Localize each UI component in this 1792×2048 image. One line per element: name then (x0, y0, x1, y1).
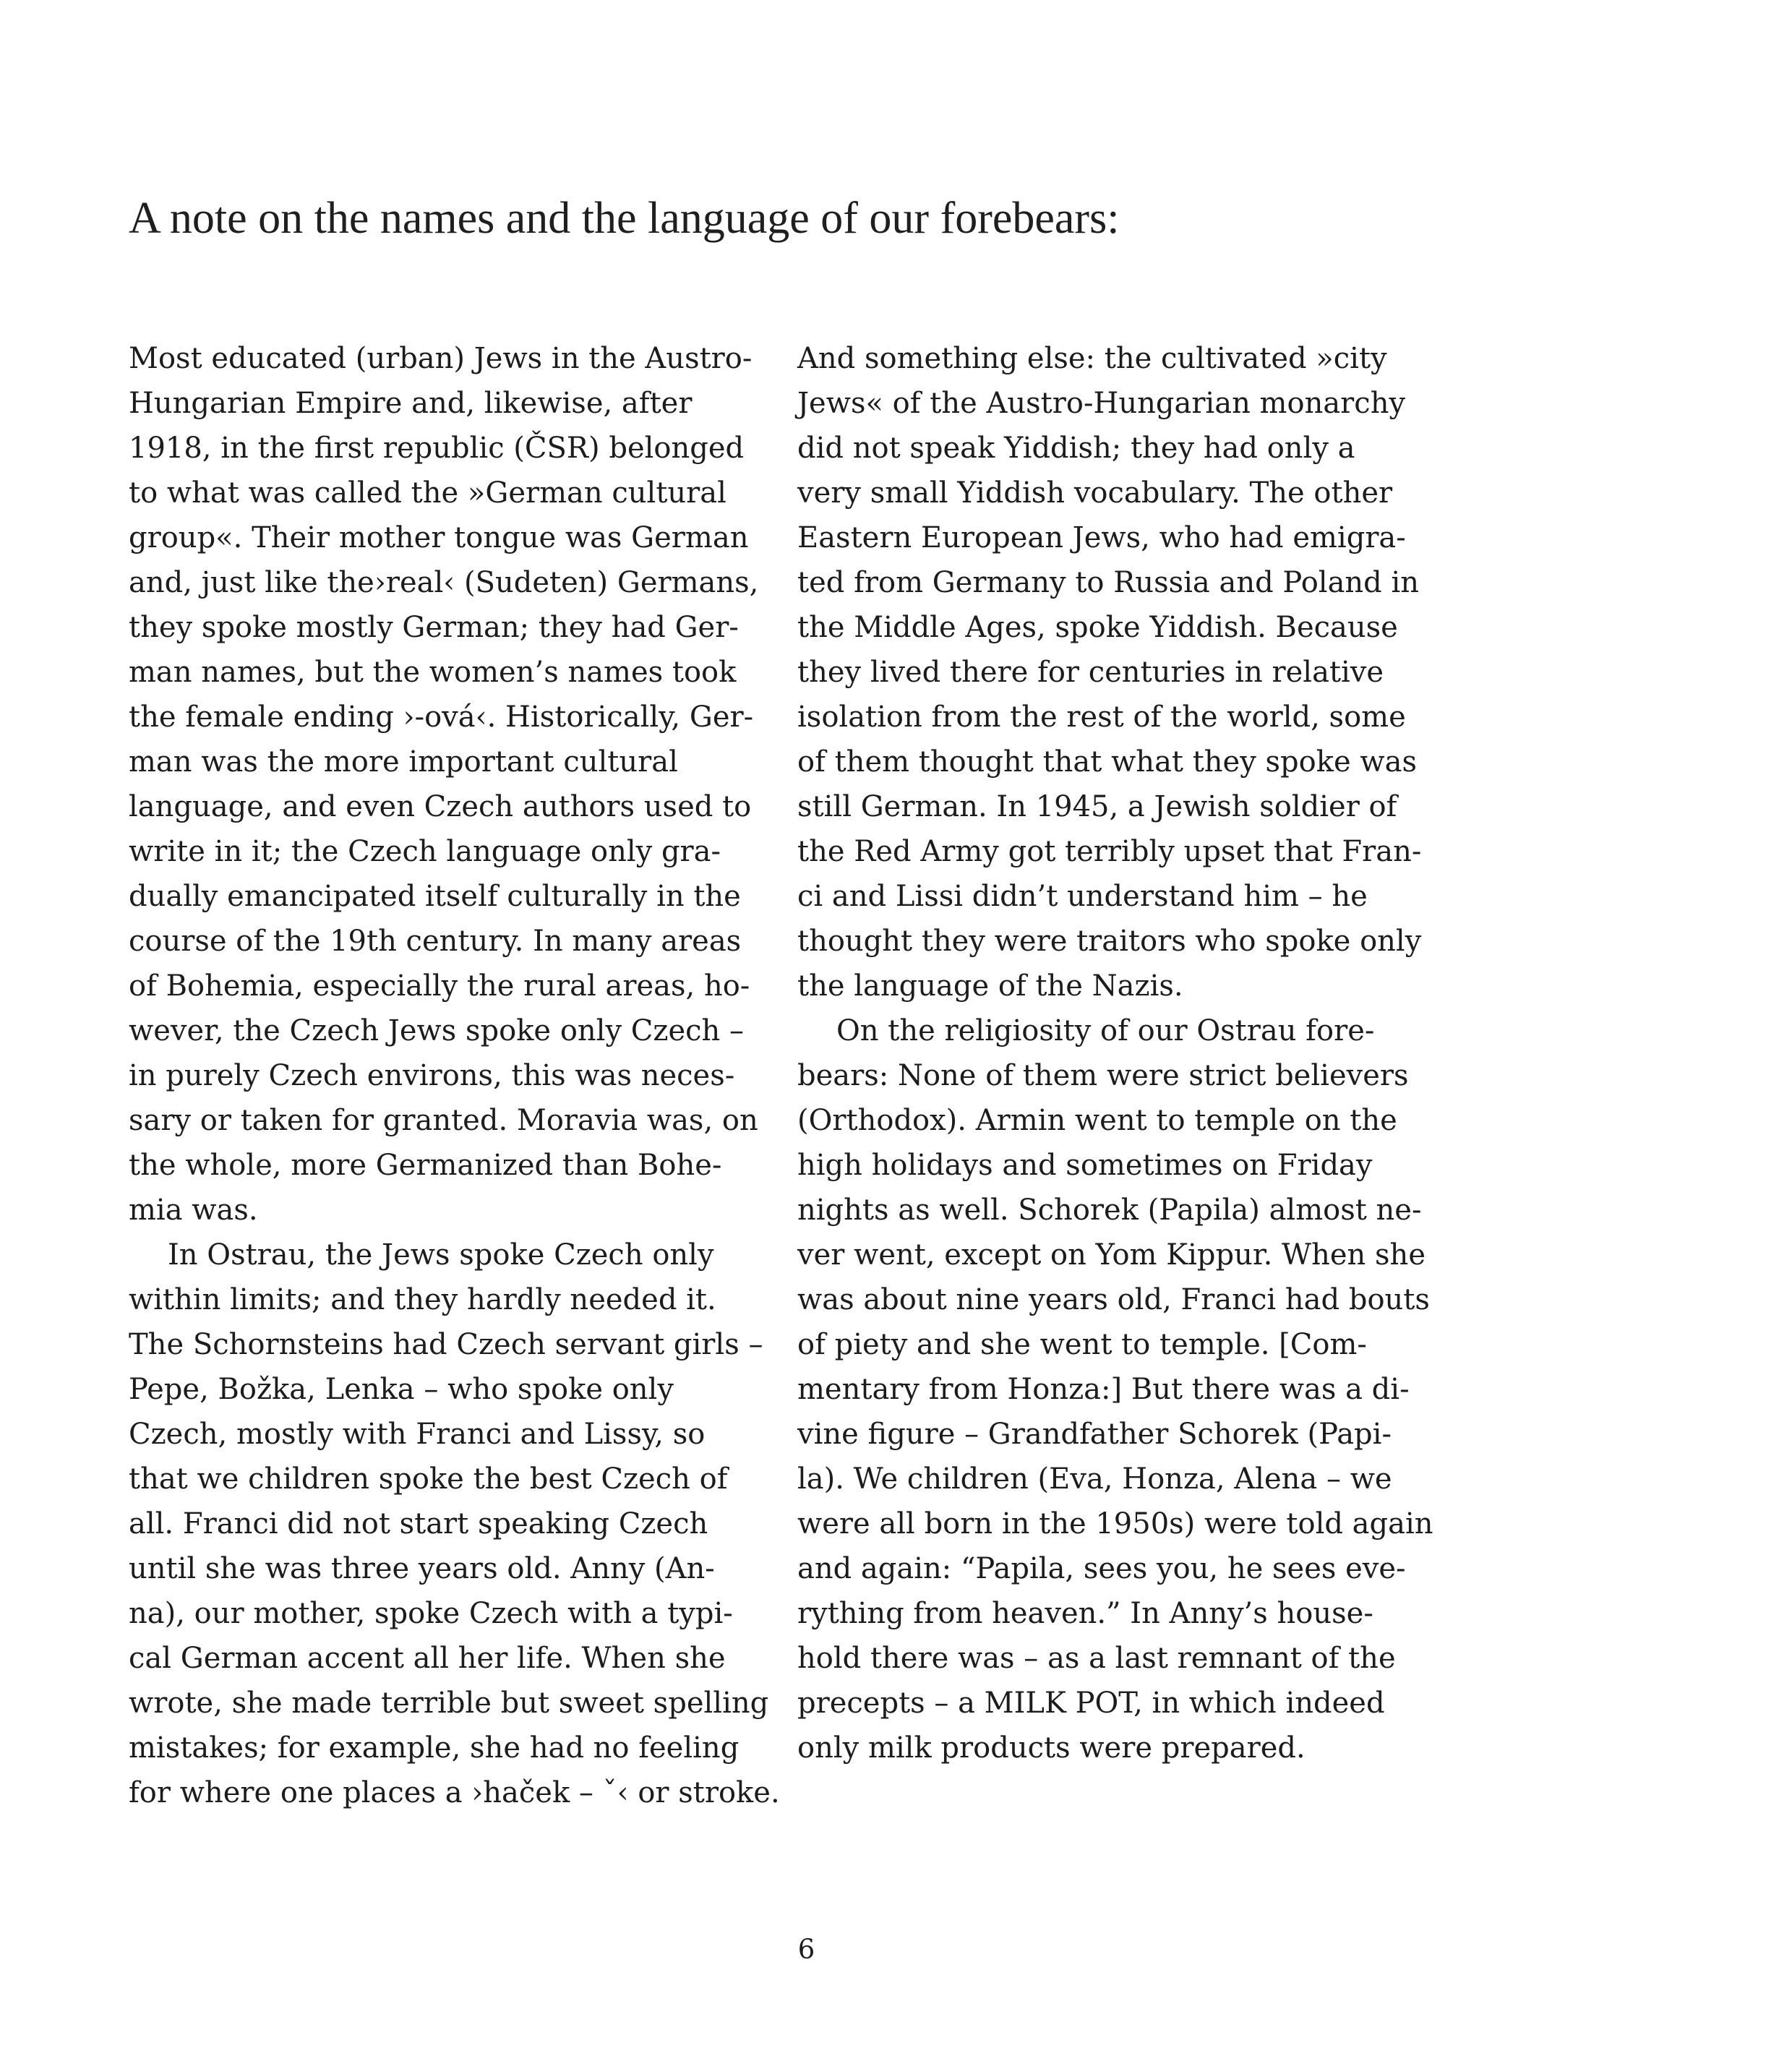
text-line: until she was three years old. Anny (An- (129, 1552, 715, 1585)
text-line: very small Yiddish vocabulary. The other (797, 476, 1393, 510)
text-line: for where one places a ›haček – ˇ‹ or stroke. (129, 1776, 780, 1809)
text-line: the whole, more Germanized than Bohe- (129, 1149, 722, 1182)
text-line: of them thought that what they spoke was (797, 745, 1417, 779)
text-line: na), our mother, spoke Czech with a typi- (129, 1597, 733, 1630)
text-line: mistakes; for example, she had no feeling (129, 1731, 739, 1765)
text-line: the Red Army got terribly upset that Fran- (797, 835, 1422, 868)
text-line: thought they were traitors who spoke only (797, 925, 1422, 958)
text-line: (Orthodox). Armin went to temple on the (797, 1104, 1397, 1137)
text-line: The Schornsteins had Czech servant girls – (129, 1328, 763, 1361)
text-line: were all born in the 1950s) were told again (797, 1507, 1433, 1541)
text-line: Eastern European Jews, who had emigra- (797, 521, 1406, 554)
text-line: man was the more important cultural (129, 745, 678, 779)
text-line: high holidays and sometimes on Friday (797, 1149, 1373, 1182)
text-line: sary or taken for granted. Moravia was, on (129, 1104, 758, 1137)
text-line: all. Franci did not start speaking Czech (129, 1507, 708, 1541)
text-line: ver went, except on Yom Kippur. When she (797, 1238, 1426, 1272)
text-line: to what was called the »German cultural (129, 476, 726, 510)
text-line: cal German accent all her life. When she (129, 1642, 726, 1675)
text-line: dually emancipated itself culturally in the (129, 880, 741, 913)
text-line: Most educated (urban) Jews in the Austro- (129, 342, 753, 375)
right-column (797, 336, 1433, 1770)
text-line: the Middle Ages, spoke Yiddish. Because (797, 611, 1398, 644)
text-line: they lived there for centuries in relative (797, 656, 1384, 689)
text-line: the female ending ›-ová‹. Historically, Ger- (129, 700, 754, 734)
left-column (129, 336, 780, 1815)
text-line: Hungarian Empire and, likewise, after (129, 387, 693, 420)
text-line: still German. In 1945, a Jewish soldier of (797, 790, 1397, 823)
text-line: ci and Lissi didn’t understand him – he (797, 880, 1368, 913)
text-line: only milk products were prepared. (797, 1731, 1306, 1765)
text-line: write in it; the Czech language only gra- (129, 835, 721, 868)
paragraph-start-line: On the religiosity of our Ostrau fore- (836, 1014, 1375, 1047)
text-line: vine figure – Grandfather Schorek (Papi- (797, 1418, 1392, 1451)
text-line: and, just like the›real‹ (Sudeten) Germans, (129, 566, 759, 599)
text-line: mia was. (129, 1194, 258, 1227)
text-line: wrote, she made terrible but sweet spelling (129, 1687, 769, 1720)
text-line: the language of the Nazis. (797, 969, 1183, 1003)
text-line: Czech, mostly with Franci and Lissy, so (129, 1418, 706, 1451)
text-line: that we children spoke the best Czech of (129, 1462, 728, 1496)
text-line: mentary from Honza:] But there was a di- (797, 1373, 1410, 1406)
text-line: precepts – a MILK POT, in which indeed (797, 1687, 1385, 1720)
text-line: ted from Germany to Russia and Poland in (797, 566, 1420, 599)
text-line: in purely Czech environs, this was neces- (129, 1059, 735, 1092)
text-line: nights as well. Schorek (Papila) almost ne- (797, 1194, 1422, 1227)
text-line: rything from heaven.” In Anny’s house- (797, 1597, 1373, 1630)
paragraph-start-line: In Ostrau, the Jews spoke Czech only (168, 1238, 714, 1272)
text-line: did not speak Yiddish; they had only a (797, 432, 1355, 465)
text-line: group«. Their mother tongue was German (129, 521, 749, 554)
text-line: they spoke mostly German; they had Ger- (129, 611, 739, 644)
text-line: was about nine years old, Franci had bouts (797, 1283, 1430, 1316)
text-line: of Bohemia, especially the rural areas, ho- (129, 969, 750, 1003)
text-line: la). We children (Eva, Honza, Alena – we (797, 1462, 1392, 1496)
text-line: bears: None of them were strict believers (797, 1059, 1409, 1092)
text-line: and again: “Papila, sees you, he sees eve- (797, 1552, 1406, 1585)
text-line: wever, the Czech Jews spoke only Czech – (129, 1014, 744, 1047)
page-title: A note on the names and the language of our forebears: (129, 194, 1120, 243)
text-line: 1918, in the first republic (ČSR) belonged (129, 432, 745, 465)
text-line: Pepe, Božka, Lenka – who spoke only (129, 1373, 674, 1406)
text-line: hold there was – as a last remnant of the (797, 1642, 1396, 1675)
text-line: isolation from the rest of the world, some (797, 700, 1406, 734)
text-line: language, and even Czech authors used to (129, 790, 752, 823)
text-line: of piety and she went to temple. [Com- (797, 1328, 1367, 1361)
text-line: within limits; and they hardly needed it. (129, 1283, 716, 1316)
page-number: 6 (797, 1934, 815, 1965)
text-line: Jews« of the Austro-Hungarian monarchy (797, 387, 1406, 420)
text-line: course of the 19th century. In many areas (129, 925, 742, 958)
text-line: man names, but the women’s names took (129, 656, 737, 689)
text-line: And something else: the cultivated »city (797, 342, 1387, 375)
